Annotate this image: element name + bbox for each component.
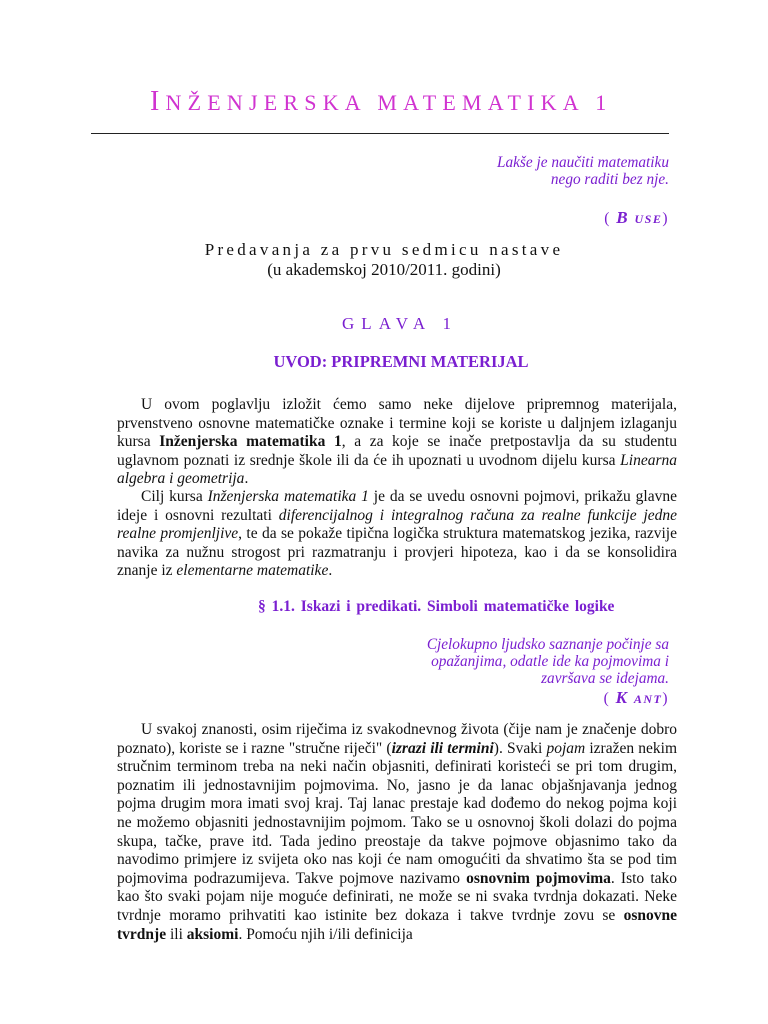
attribution-rest: ANT [633,692,663,706]
section-body-paragraph: U svakoj znanosti, osim riječima iz svakodnevnog života (čije nam je značenje dobro poznato), koriste se i razne "stručne riječi" (izrazi ili termini). Svaki pojam izražen nekim stručnim terminom treba na neki način objasniti, definirati koristeći se pri tom drugim, poznatim ili jednostavnijim pojmovima. No, jasno je da lanac objašnjavanja jednog pojma drugim mora imati svoj kraj. Taj lanac prestaje kad dođemo do nekog pojma koji ne možemo objasniti jednostavnijim pojmom. Tako se u osnovnoj školi dolazi do pojma skupa, tačke, prave itd. Tada jedino preostaje da takve pojmove objasnimo tako da navodimo primjere iz svijeta oko nas koji će nam omogućiti da shvatimo šta se pod tim pojmovima podrazumijeva. Takve pojmove nazivamo osnovnim pojmovima. Isto tako kao što svaki pojam nije moguće definirati, ne može se ni svaka tvrdnja dokazati. Neke tvrdnje moramo prihvatiti kao istinite bez dokaza i takve tvrdnje zovu se osnovne tvrdnje ili aksiomi. Pomoću njih i/ili definicija [117,721,678,943]
epigraph-line: Lakše je naučiti matematiku [496,154,669,171]
epigraph-attribution: ( B USE) [604,208,669,227]
related-course-name: Linearna algebra i geometrija [117,451,677,488]
course-name: Inženjerska matematika 1 [159,433,342,451]
epigraph-line: nego raditi bez nje. [550,171,669,188]
epigraph-line: Cjelokupno ljudsko saznanje počinje sa [426,636,669,653]
section-heading: § 1.1. Iskazi i predikati. Simboli matematičke logike [258,598,615,615]
page-title [150,86,670,118]
epigraph-quote [497,154,669,188]
chapter-heading: UVOD: PRIPREMNI MATERIJAL [273,352,529,371]
title-first-letter: I [150,86,166,117]
attribution-rest: USE [634,212,663,226]
title-rest: NŽENJERSKA MATEMATIKA 1 [165,90,613,115]
lecture-subtitle: Predavanja za prvu sedmicu nastave [204,240,564,259]
attribution-initial: B [616,208,630,227]
title-divider [91,133,669,134]
academic-year: (u akademskoj 2010/2011. godini) [267,260,501,279]
intro-paragraph: U ovom poglavlju izložit ćemo samo neke dijelove pripremnog materijala, prvenstveno osnovne matematičke oznake i termine koji se koriste u daljnjem izlaganju kursa Inženjerska matematika 1, a za koje se inače pretpostavlja da su studentu uglavnom poznati iz srednje škole ili da će ih upoznati u uvodnom dijelu kursa Linearna algebra i geometrija. [117,396,677,488]
goal-paragraph: Cilj kursa Inženjerska matematika 1 je da se uvedu osnovni pojmovi, prikažu glavne ideje i osnovni rezultati diferencijalnog i integralnog računa za realne funkcije jedne realne promjenljive, te da se pokaže tipična logička struktura matematskog jezika, razvije navika za nužnu strogost pri razmatranju i provjeri hipoteza, kao i da se konsolidira znanje iz elementarne matematike. [117,488,678,580]
section-epigraph-attribution: ( K ANT) [603,688,669,707]
chapter-label: GLAVA 1 [342,314,458,333]
section-epigraph-quote [427,636,669,687]
epigraph-line: završava se idejama. [541,670,669,687]
epigraph-line: opažanjima, odatle ide ka pojmovima i [431,653,669,670]
attribution-initial: K [615,688,629,707]
